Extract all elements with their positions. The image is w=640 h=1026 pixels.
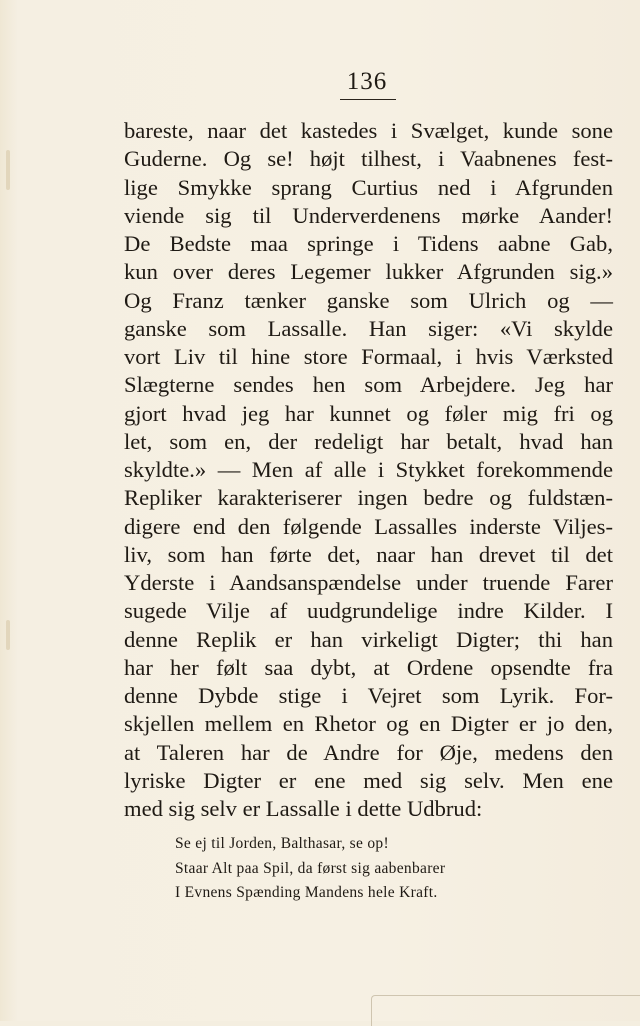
body-line: viende sig til Underverdenens mørke Aander!	[124, 202, 613, 228]
body-line: at Taleren har de Andre for Øje, medens den	[124, 739, 613, 765]
body-line: skyldte.» — Men af alle i Stykket forekommende	[124, 457, 613, 482]
verse-quote	[175, 832, 575, 906]
body-line: Slægterne sendes hen som Arbejdere. Jeg har	[124, 372, 613, 398]
page-fold-mark	[371, 995, 640, 1026]
body-line: lige Smykke sprang Curtius ned i Afgrunden	[124, 174, 613, 200]
body-line: skjellen mellem en Rhetor og en Digter er jo den,	[124, 711, 613, 737]
verse-line: I Evnens Spænding Mandens hele Kraft.	[175, 884, 438, 902]
body-line: Og Franz tænker ganske som Ulrich og —	[124, 287, 613, 313]
body-line: liv, som han førte det, naar han drevet til det	[124, 541, 613, 567]
body-line: lyriske Digter er ene med sig selv. Men ene	[124, 767, 613, 793]
body-line: De Bedste maa springe i Tidens aabne Gab,	[124, 231, 613, 256]
page-edge-stain	[6, 620, 10, 650]
body-line: Yderste i Aandsanspændelse under truende Farer	[124, 570, 613, 595]
page-edge-stain	[6, 150, 10, 190]
body-line: digere end den følgende Lassalles inderste Viljes-	[124, 513, 613, 539]
body-line: Repliker karakteriserer ingen bedre og fuldstæn-	[124, 485, 613, 511]
body-line: kun over deres Legemer lukker Afgrunden sig.»	[124, 259, 613, 285]
body-text	[124, 117, 613, 823]
body-line: Guderne. Og se! højt tilhest, i Vaabnenes fest-	[124, 146, 613, 172]
page-number: 136	[346, 68, 388, 95]
body-line: vort Liv til hine store Formaal, i hvis Værksted	[124, 344, 613, 369]
body-line: bareste, naar det kastedes i Svælget, kunde sone	[124, 118, 613, 143]
body-line: har her følt saa dybt, at Ordene opsendte fra	[124, 654, 613, 680]
body-line: med sig selv er Lassalle i dette Udbrud:	[124, 796, 483, 821]
verse-line: Staar Alt paa Spil, da først sig aabenbarer	[175, 859, 446, 877]
body-line: denne Replik er han virkeligt Digter; thi han	[124, 626, 613, 652]
body-line: sugede Vilje af uudgrundelige indre Kilder. I	[124, 598, 613, 624]
body-line: ganske som Lassalle. Han siger: «Vi skylde	[124, 315, 613, 341]
body-line: gjort hvad jeg har kunnet og føler mig fri og	[124, 400, 613, 426]
verse-line: Se ej til Jorden, Balthasar, se op!	[175, 835, 389, 852]
page-number-underline	[340, 99, 396, 100]
body-line: denne Dybde stige i Vejret som Lyrik. For-	[124, 683, 613, 708]
body-line: let, som en, der redeligt har betalt, hvad han	[124, 428, 613, 454]
